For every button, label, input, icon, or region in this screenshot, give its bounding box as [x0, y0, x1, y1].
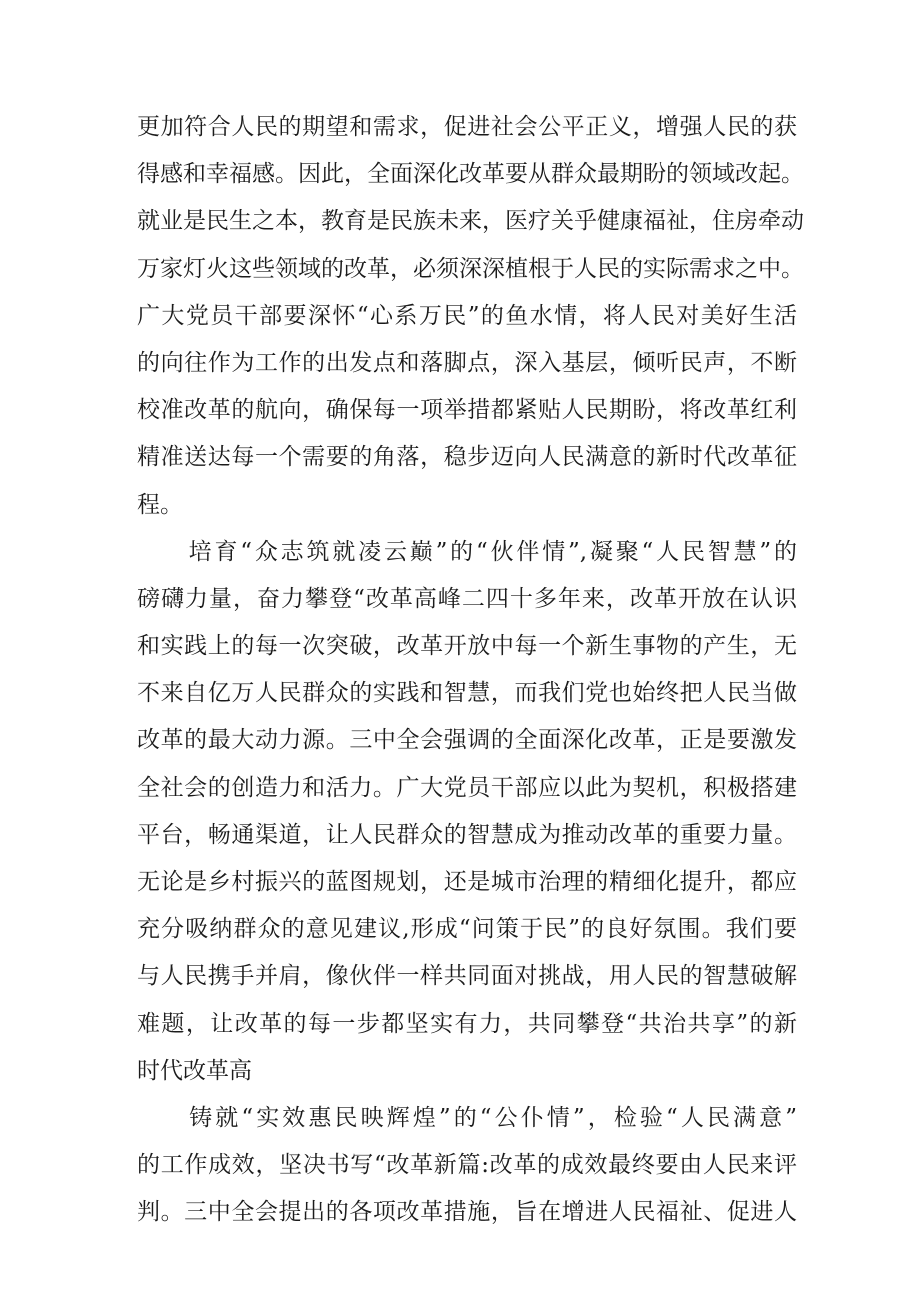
text-line: 程。 — [137, 491, 183, 518]
text-line: 就业是民生之本，教育是民族未来，医疗关乎健康福祉，住房牵动 — [137, 208, 804, 235]
text-line: 磅礴力量，奋力攀登“改革高峰二四十多年来，改革开放在认识 — [137, 585, 797, 612]
text-line: 时代改革高 — [137, 1057, 252, 1084]
text-line: 判。三中全会提出的各项改革措施，旨在增进人民福祉、促进人 — [137, 1199, 797, 1226]
text-line: 得感和幸福感。因此，全面深化改革要从群众最期盼的领域改起。 — [137, 161, 804, 188]
text-line: 万家灯火这些领域的改革，必须深深植根于人民的实际需求之中。 — [137, 255, 804, 282]
text-line: 改革的最大动力源。三中全会强调的全面深化改革，正是要激发 — [137, 727, 797, 754]
text-line: 不来自亿万人民群众的实践和智慧，而我们党也始终把人民当做 — [137, 680, 797, 707]
text-line: 精准送达每一个需要的角落，稳步迈向人民满意的新时代改革征 — [137, 444, 797, 471]
text-line: 校准改革的航向，确保每一项举措都紧贴人民期盼，将改革红利 — [137, 397, 797, 424]
text-line: 难题，让改革的每一步都坚实有力，共同攀登“共治共享”的新 — [137, 1010, 797, 1037]
text-line: 培育“众志筑就凌云巅”的“伙伴情”,凝聚“人民智慧”的 — [137, 538, 797, 565]
text-line: 的工作成效，坚决书写“改革新篇:改革的成效最终要由人民来评 — [137, 1152, 797, 1179]
paragraph-3 — [137, 1095, 797, 1237]
text-line: 充分吸纳群众的意见建议,形成“问策于民”的良好氛围。我们要 — [137, 916, 797, 943]
text-line: 平台，畅通渠道，让人民群众的智慧成为推动改革的重要力量。 — [137, 821, 797, 848]
text-line: 无论是乡村振兴的蓝图规划，还是城市治理的精细化提升，都应 — [137, 869, 797, 895]
text-line: 与人民携手并肩，像伙伴一样共同面对挑战，用人民的智慧破解 — [137, 963, 797, 990]
body-text — [137, 104, 804, 1237]
text-line: 全社会的创造力和活力。广大党员干部应以此为契机，积极搭建 — [137, 774, 797, 801]
text-line: 广大党员干部要深怀“心系万民”的鱼水情，将人民对美好生活 — [137, 302, 797, 329]
text-line: 铸就“实效惠民映辉煌”的“公仆情”，检验“人民满意” — [137, 1104, 797, 1131]
paragraph-1 — [137, 104, 804, 529]
paragraph-2 — [137, 529, 797, 1095]
text-line: 的向往作为工作的出发点和落脚点，深入基层，倾听民声，不断 — [137, 349, 797, 376]
text-line: 更加符合人民的期望和需求，促进社会公平正义，增强人民的获 — [137, 114, 797, 140]
text-line: 和实践上的每一次突破，改革开放中每一个新生事物的产生，无 — [137, 633, 797, 660]
